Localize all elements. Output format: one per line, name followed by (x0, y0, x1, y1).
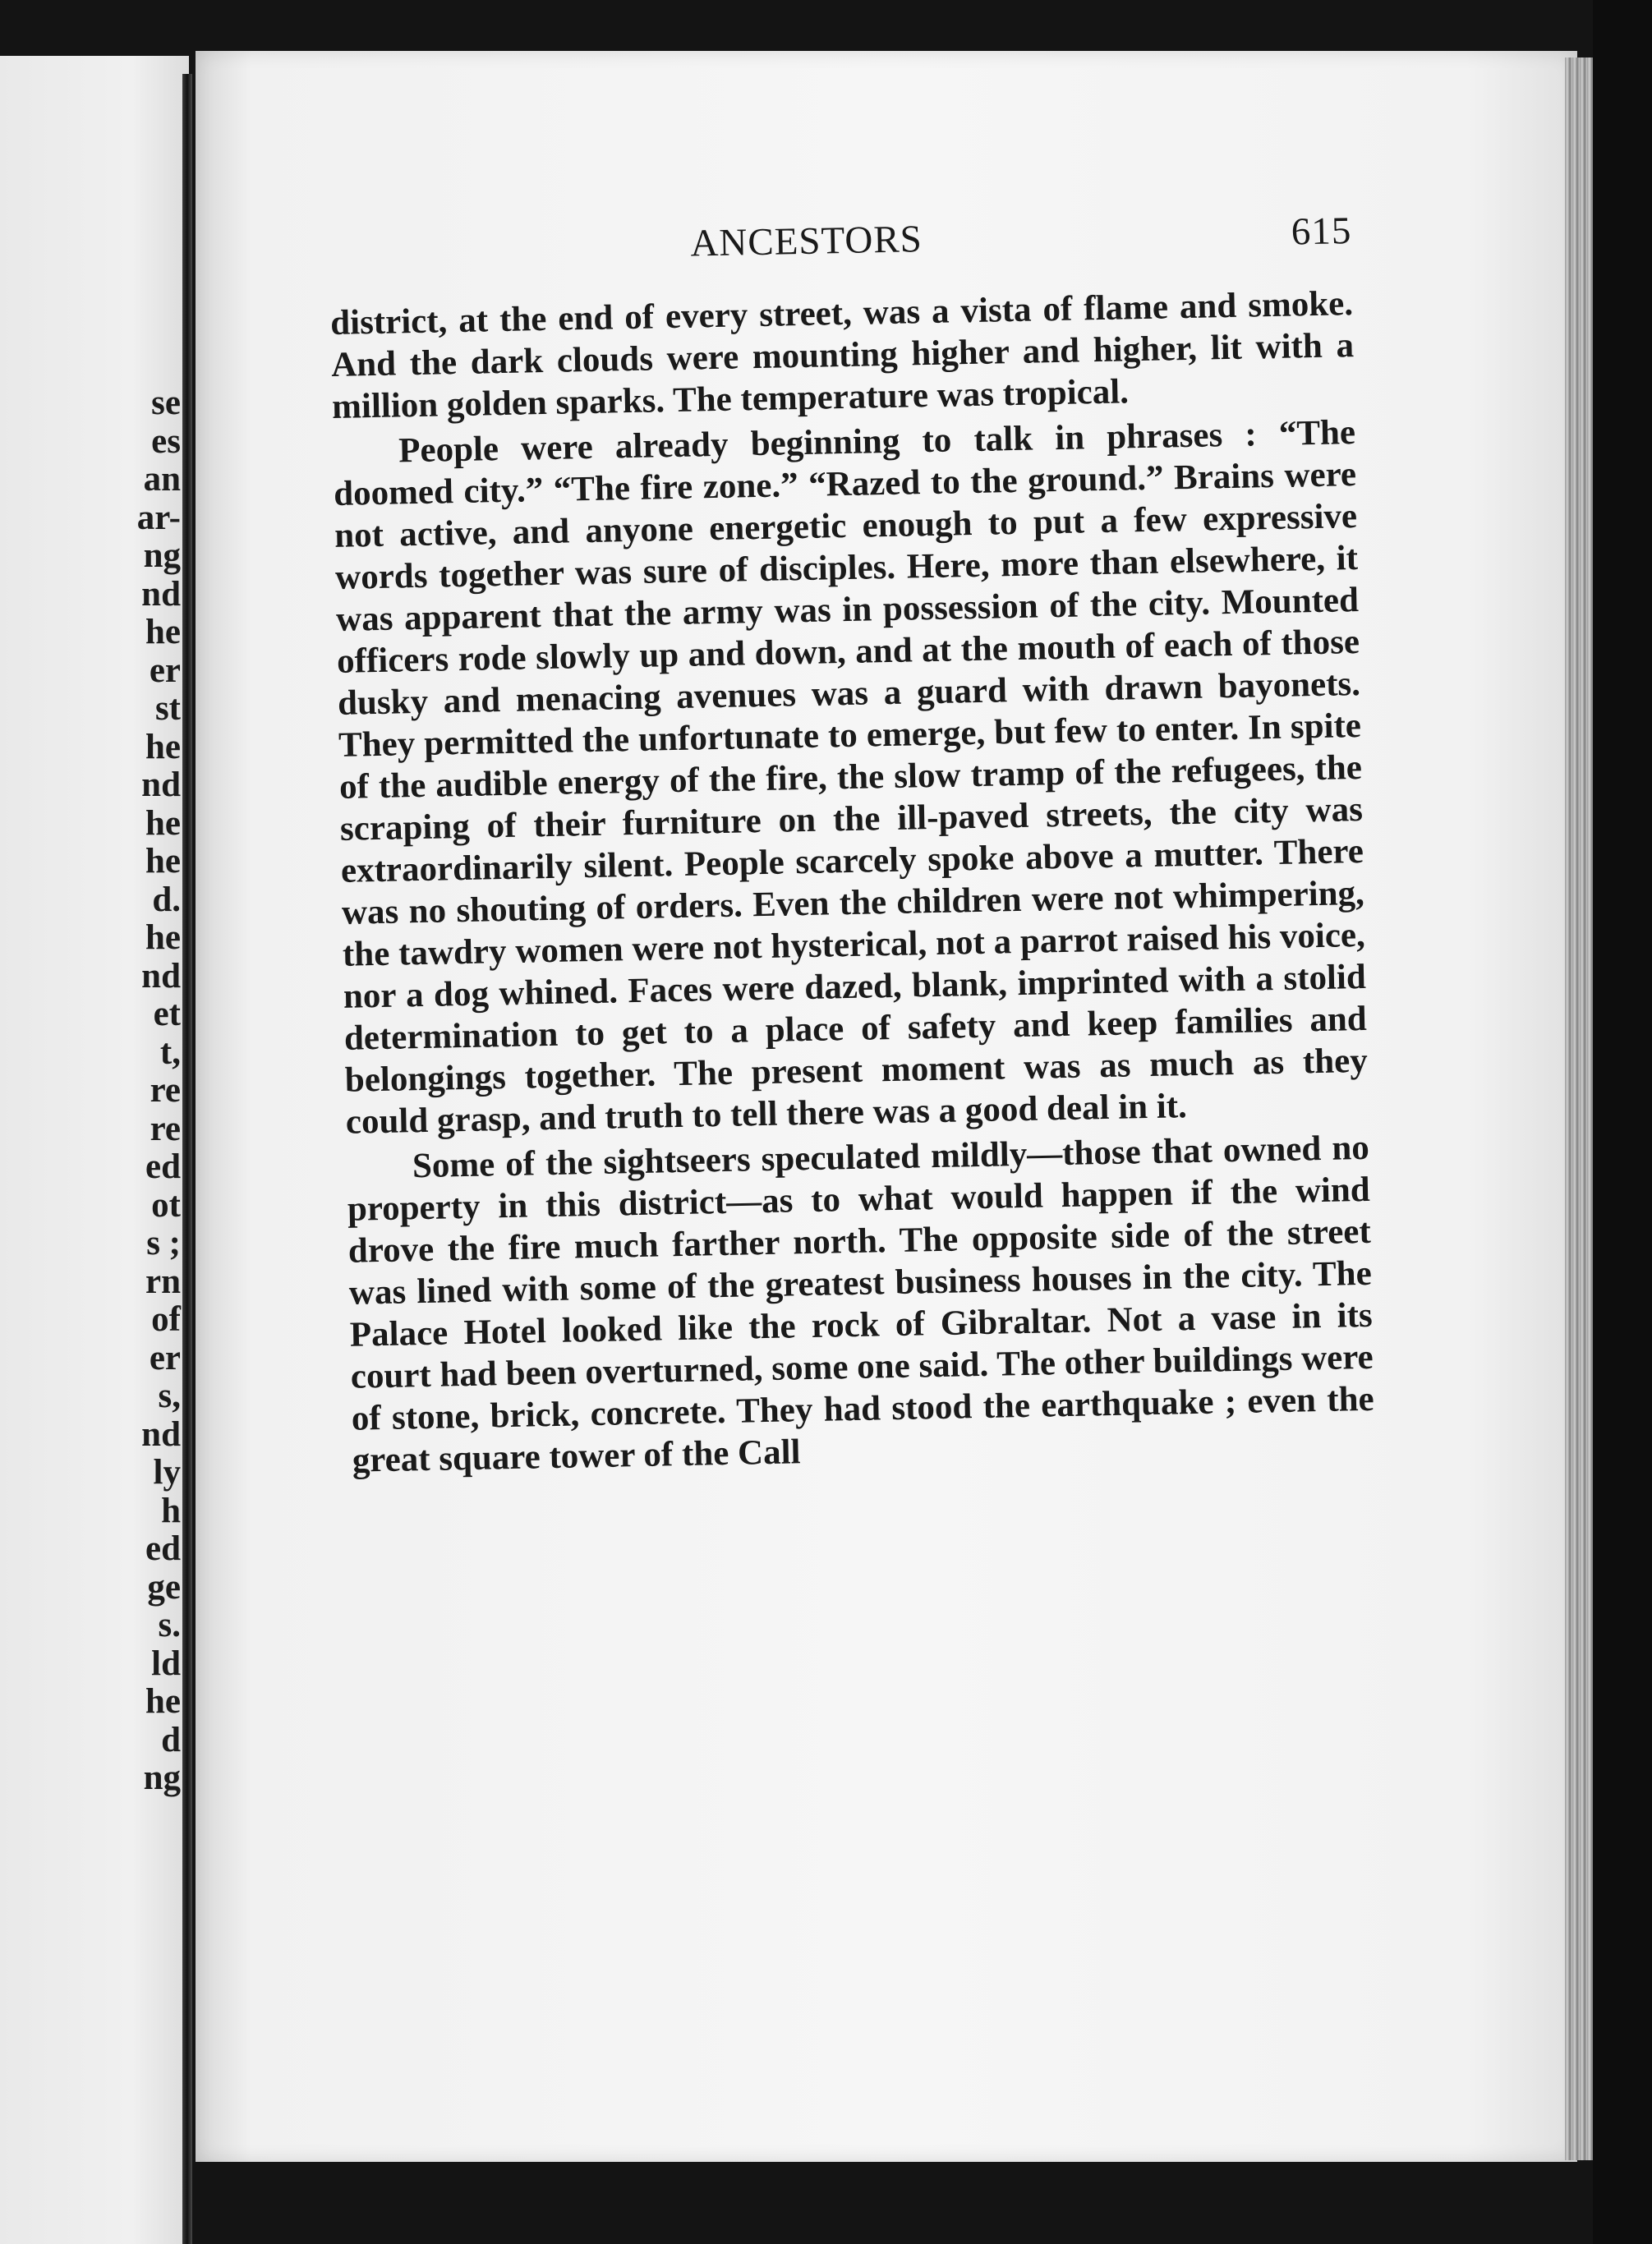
left-fragment-10: nd (141, 766, 181, 804)
left-fragment-12: he (145, 842, 181, 881)
left-fragment-4: ng (143, 536, 181, 575)
left-fragment-22: s ; (146, 1224, 181, 1262)
paragraph-1: district, at the end of every street, was a vista of flame and smoke. And the dark clouds were mounting higher and higher, lit with a million golden sparks. The temperature was tropical. (329, 284, 1355, 426)
left-fragment-20: ed (145, 1147, 181, 1186)
book-gutter (182, 74, 192, 2244)
left-fragment-3: ar- (136, 498, 181, 537)
left-fragment-35: d (161, 1720, 181, 1759)
left-fragment-0: se (151, 384, 181, 422)
left-fragment-36: ng (143, 1759, 181, 1797)
paragraph-3: Some of the sightseers speculated mildly—those that owned no property in this district—as to what would happen if the wind drove the fire much farther north. The opposite side of the street was lined with some of the greatest business houses in the city. The Palace Hotel looked like the rock of Gibraltar. Not a vase in its court had been overturned, some one said. The other buildings were of stone, brick, concrete. They had stood the earthquake ; even the great square tower of the Call (347, 1128, 1375, 1480)
left-fragment-7: er (149, 651, 181, 690)
left-fragment-27: nd (141, 1414, 181, 1454)
left-page-text-fragments (137, 384, 181, 1798)
scan-border (1593, 0, 1652, 2244)
left-fragment-33: ld (151, 1644, 181, 1683)
left-fragment-25: er (149, 1338, 181, 1377)
page-content (329, 209, 1375, 1482)
body-text (330, 283, 1375, 1482)
paragraph-2: People were already beginning to talk in phrases : “The doomed city.” “The fire zone.” “Razed to the ground.” Brains were not active, and anyone energetic enough to put a few expressive words together was sure of disciples. Here, more than elsewhere, it was apparent that the army was in possession of the city. Mounted officers rode slowly up and down, and at the mouth of each of those dusky and menacing avenues was a guard with drawn bayonets. They permitted the unfortunate to emerge, but few to enter. In spite of the audible energy of the fire, the slow tramp of the refugees, the scraping of their furniture on the ill-paved streets, the city was extraordinarily silent. People scarcely spoke above a mutter. There was no shouting of orders. Even the children were not whimpering, the tawdry women were not hysterical, not a parrot raised his voice, nor a dog whined. Faces were dazed, blank, imprinted with a stolid determination to get to a place of safety and keep families and belongings together. The present moment was as much as they could grasp, and truth to tell there was a good deal in it. (333, 413, 1369, 1142)
left-fragment-28: ly (153, 1453, 181, 1492)
left-fragment-17: t, (159, 1032, 181, 1072)
left-fragment-9: he (145, 727, 181, 766)
left-fragment-29: h (161, 1491, 181, 1530)
left-fragment-2: an (143, 460, 181, 499)
left-fragment-16: et (153, 995, 181, 1033)
page-edges (1565, 57, 1593, 2160)
left-fragment-30: ed (145, 1529, 181, 1568)
left-fragment-6: he (145, 613, 181, 651)
left-fragment-23: rn (145, 1262, 181, 1301)
left-fragment-18: re (150, 1071, 181, 1110)
left-fragment-26: s, (158, 1377, 181, 1415)
left-facing-page (0, 56, 189, 2244)
left-fragment-11: he (145, 803, 181, 843)
left-fragment-31: ge (147, 1567, 181, 1607)
page-number: 615 (1291, 209, 1352, 254)
left-fragment-15: nd (141, 956, 181, 996)
left-fragment-5: nd (141, 574, 181, 614)
left-fragment-1: es (151, 421, 181, 461)
left-fragment-8: st (154, 689, 181, 728)
left-fragment-34: he (145, 1682, 181, 1721)
left-fragment-14: he (145, 918, 181, 957)
left-fragment-24: of (151, 1300, 181, 1339)
left-fragment-19: re (150, 1109, 181, 1148)
running-head-title: ANCESTORS (689, 218, 923, 265)
left-fragment-21: ot (151, 1185, 181, 1225)
left-fragment-13: d. (152, 880, 181, 919)
left-fragment-32: s. (158, 1606, 181, 1644)
